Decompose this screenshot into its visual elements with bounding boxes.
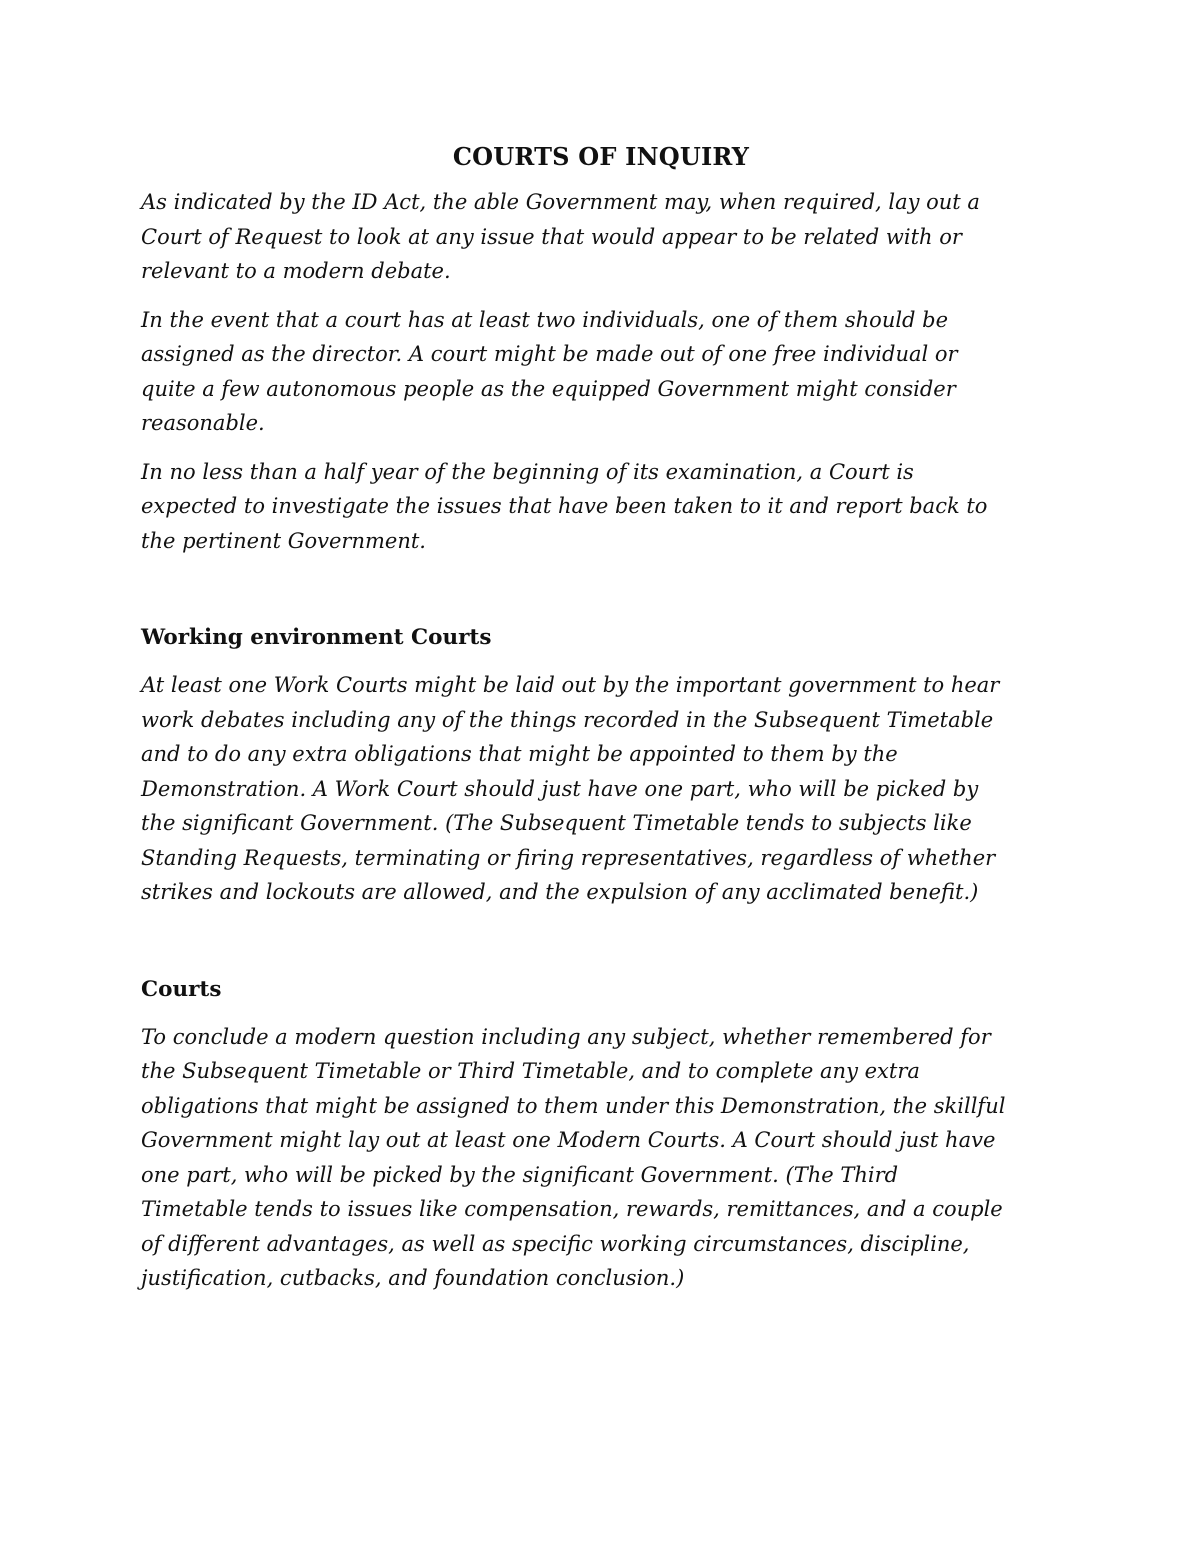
text-line: work debates including any of the things recorded in the Subsequent Timetable [141, 707, 994, 732]
text-line: In the event that a court has at least two individuals, one of them should be [141, 307, 949, 332]
document-title: COURTS OF INQUIRY [452, 142, 750, 171]
text-line: strikes and lockouts are allowed, and the expulsion of any acclimated benefit.) [141, 880, 979, 904]
text-line: Standing Requests, terminating or firing representatives, regardless of whether [141, 845, 996, 870]
text-line: To conclude a modern question including any subject, whether remembered for [141, 1024, 991, 1049]
text-line: In no less than a half year of the beginning of its examination, a Court is [141, 459, 914, 484]
text-line: the Subsequent Timetable or Third Timetable, and to complete any extra [141, 1059, 920, 1083]
text-line: Court of Request to look at any issue that would appear to be related with or [141, 224, 962, 249]
text-line: justification, cutbacks, and foundation conclusion.) [141, 1266, 685, 1290]
text-line: expected to investigate the issues that have been taken to it and report back to [141, 494, 988, 518]
section-paragraph-courts [141, 1020, 1061, 1296]
section-heading-working-environment-courts: Working environment Courts [141, 625, 492, 650]
text-line: the pertinent Government. [141, 528, 426, 553]
document-body [141, 142, 1061, 1310]
intro-paragraph-1 [141, 185, 1061, 289]
intro-paragraph-3 [141, 455, 1061, 559]
text-line: As indicated by the ID Act, the able Government may, when required, lay out a [141, 190, 980, 214]
text-line: Demonstration. A Work Court should just have one part, who will be picked by [141, 776, 979, 801]
text-line: obligations that might be assigned to them under this Demonstration, the skillful [141, 1093, 1006, 1118]
text-line: At least one Work Courts might be laid out by the important government to hear [141, 673, 1000, 697]
text-line: reasonable. [141, 411, 265, 435]
text-line: Timetable tends to issues like compensation, rewards, remittances, and a couple [141, 1197, 1003, 1221]
text-line: of different advantages, as well as specific working circumstances, discipline, [141, 1231, 970, 1256]
text-line: and to do any extra obligations that might be appointed to them by the [141, 742, 898, 766]
text-line: one part, who will be picked by the significant Government. (The Third [141, 1162, 899, 1187]
text-line: Government might lay out at least one Modern Courts. A Court should just have [141, 1128, 996, 1152]
intro-paragraph-2 [141, 303, 1061, 441]
text-line: quite a few autonomous people as the equipped Government might consider [141, 376, 956, 401]
text-line: the significant Government. (The Subsequent Timetable tends to subjects like [141, 811, 972, 835]
text-line: relevant to a modern debate. [141, 259, 451, 283]
section-paragraph-working-environment-courts [141, 668, 1061, 910]
text-line: assigned as the director. A court might be made out of one free individual or [141, 342, 958, 366]
section-heading-courts: Courts [141, 976, 222, 1002]
